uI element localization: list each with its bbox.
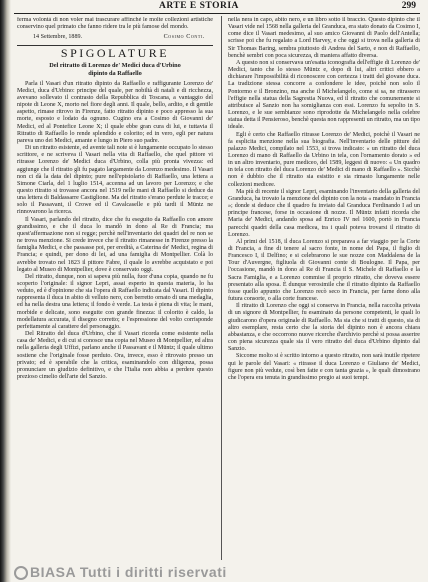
header-rule: [14, 13, 420, 14]
article-paragraph: Siccome molto si è scritto intorno a questo ritratto, non sarà inutile ripetere qui le parole del Vasari: « ritrasse il duca Lorenzo e Giuliano de' Medici, figure non più vedute, così ben fatte e con tanta grazia », le quali dimostrano che l'opera era tenuta in grandissimo pregio ai suoi tempi.: [228, 353, 420, 381]
watermark-text: BIASA Tutti i diritti riservati: [30, 564, 227, 580]
article-paragraph: Parla il Vasari d'un ritratto dipinto da Raffaello e raffigurante Lorenzo de' Medici, duca d'Urbino: principe del quale, per nobiltà di natali e di ricchezza, avevano sollevato il contrasto della Repubblica di Toscana, a vantaggio del nipote di Leone X, morto nel fiore degli anni. Il quale, bello, ardito, e di gentile aspetto, rimase ritrovo in Firenze, fatto ritratto dipinto e poco appresso la sua morte, esposto e lodato da ognuno. Cugino era a Cosimo di Giovanni de' Medici, ed al Pontefice Leone X; il quale ebbe gran cura di lui, e tuttavia il Ritratto di Raffaello lo rende splendido e colorito; ed in vero, egli per natura pareva uno dei Medici, amante e lungo in Piero suo padre.: [17, 80, 213, 144]
page-edge-shadow: [0, 0, 11, 582]
article-paragraph: nella nera in capo, abito nero, e un libro sotto il braccio. Questo dipinto che il Vasari vide nel 1568 nella galleria del Granduca, era stato donato da Cosimo I, come dice il Vasari medesimo, al suo amico Giovanni di Paolo dell'Antella; scrisse poi che fu regalato a Lord Harvey, e che oggi si trova nella galleria di Sir Thomas Baring, sembra piuttosto di Andrea del Sarto, e non di Raffaello, benchè sembri con poca sicurezza, di maniera affatto diversa.: [228, 17, 420, 59]
article-paragraph: A questo non si conservava un'esatta iconografia dell'effigie di Lorenzo de' Medici, tanto che lo stesso Müntz e, dopo di lui, altri critici ebbero a dichiarare l'impossibilità di riconoscere con certezza i tratti del giovane duca. La tradizione stessa concorre a confondere le idee, poichè non solo il Pontormo e il Bronzino, ma anche il Michelangelo, come si sa, ne ritrassero l'effigie nella statua della Sagrestia Nuova, ed il ritratto che comunemente si attribuisce al Sanzio non ha somiglianza con essi. Lorenzo fu sepolto in S. Lorenzo, e le sue sembianze sono riprodotte da Michelangelo nella celebre statua detta il Pensieroso, benchè questa non rappresenti un ritratto, ma un tipo ideale.: [228, 59, 420, 131]
intro-paragraph: ferma volontà di non voler mai trascurare affinchè le molte collezioni artistiche conservino quel primato che fanno ridere tra le più famose del mondo.: [17, 17, 213, 31]
article-paragraph: Il Vasari, parlando del ritratto, dice che fu eseguito da Raffaello con amore grandissimo, e che il duca lo mandò in dono al Re di Francia; ma quest'affermazione non si regge; perchè nell'inventario dei quadri del re non se ne trova menzione. Si crede invece che il ritratto rimanesse in Firenze presso la famiglia Medici, e che passasse poi, per eredità, a Caterina de' Medici, regina di Francia; e quindi, per dono di lei, ad una famiglia di Montpellier. Colà lo avrebbe trovato nel 1823 il pittore Fabre, il quale lo avrebbe acquistato e poi legato al Museo di Montpellier, dove è conservato oggi.: [17, 216, 213, 273]
author-signature: Cosimo Conti.: [163, 34, 205, 41]
page-header: [11, 0, 428, 14]
article-paragraph: Del ritratto, dunque, non si sapeva più nulla, fuor d'una copia, quando ne fu scoperto l'originale: il signor Lepri, assai esperto in questa materia, lo ha veduto, ed è d'opinione che sia l'opera di Raffaello indicata dal Vasari. Il dipinto rappresenta il duca in abito di velluto nero, con berretto ornato di una medaglia, ed ha nella destra una lettera; il fondo è verde. La testa è piena di vita; le mani, morbide e delicate, sono eseguite con grande finezza: il colorito è caldo, la modellatura accurata, il disegno corretto; e l'espressione del volto corrisponde perfettamente al carattere del personaggio.: [17, 273, 213, 330]
article-title-line2: dipinto da Raffaello: [88, 69, 142, 77]
article-title-line1: Del ritratto di Lorenzo de' Medici duca d'Urbino: [49, 61, 181, 69]
article-paragraph: Di un ritratto esistente, ed avente tali note si è lungamente occupato lo stesso scrittore, e ne scriveva il Vasari nella vita di Raffaello, che quel pittore vi ritrasse Lorenzo de' Medici duca d'Urbino, colla più pronta vivezza: ed aggiunge che il ritratto gli fu pagato largamente da Lorenzo medesimo. Il Vasari non ci dà la data del dipinto; pure nell'epistolario di Raffaello, una lettera a Simone Ciarla, del 1 luglio 1514, accenna ad un lavoro per Lorenzo; e che questo ritratto si trovasse ancora nel 1519 nelle mani di Raffaello si deduce da una lettera di Baldassarre Castiglione. Ma del ritratto s'erano perdute le tracce; e solo il Passavant, il Crowe ed il Cavalcaselle e più tardi il Müntz ne rinnovarono la ricerca.: [17, 145, 213, 216]
right-column: [228, 17, 420, 562]
article-paragraph: Al primi del 1518, il duca Lorenzo si preparava a far viaggio per la Corte di Francia, a fine di tenere al sacro fonte, in nome del Papa, il figlio di Francesco I, il Delfino; e si celebrarono le sue nozze con Maddalena de la Tour d'Auvergne, figliuola di Giovanni conte di Boulogne. Il Papa, per l'occasione, mandò in dono al Re di Francia il S. Michele di Raffaello e la Sacra Famiglia, e a Lorenzo commise il proprio ritratto, che doveva essere presentato alla sposa. È dunque verosimile che il ritratto dipinto da Raffaello fosse quello appunto che Lorenzo recò seco in Francia, per farne dono alla futura consorte, o alla corte francese.: [228, 238, 420, 303]
section-title: SPIGOLATURE: [60, 46, 170, 61]
running-title: ARTE E STORIA: [159, 1, 239, 11]
article-paragraph: Del Ritratto del duca d'Urbino, che il Vasari ricorda come esistente nella casa de' Medici, e di cui si conosce una copia nel Museo di Montpellier, ed altra nella galleria degli Uffizi, parlano anche il Passavant e il Müntz; il quale ultimo sostiene che l'originale fosse perduto. Ora, invece, esso è ritrovato presso un privato; ed è sperabile che la critica, esaminandolo con diligenza, possa pronunciare un giudizio definitivo, e che l'Italia non abbia a perdere questo prezioso cimelio dell'arte del Sanzio.: [17, 331, 213, 381]
watermark-logo-icon: [14, 566, 28, 580]
column-divider: [221, 16, 222, 560]
dateline: 14 Settembre, 1889.: [33, 34, 83, 41]
article-title: [17, 62, 213, 78]
page-number: 299: [401, 1, 416, 11]
dateline-row: [17, 34, 213, 41]
archive-watermark: [14, 564, 227, 580]
left-column: [17, 17, 213, 562]
article-paragraph: Egli è certo che Raffaello ritrasse Lorenzo de' Medici, poichè il Vasari ne fa esplicita menzione nella sua biografia. Nell'inventario delle pitture del palazzo Medici, compilato nel 1553, si trova indicato: « un ritratto del duca Lorenzo di mano di Raffaello da Urbino in tela, con l'ornamento dorato » ed in un altro inventario, pure mediceo, del 1589, leggesi di nuovo: « Un quadro in tela con ritratto del duca Lorenzo de' Medici di mano di Raffaello ». Sicchè non è dubbio che il ritratto sia esistito e sia rimasto lungamente nelle collezioni medicee.: [228, 131, 420, 188]
article-paragraph: Ma più di recente il signor Lepri, esaminando l'inventario della galleria del Granduca, ha trovato la menzione del dipinto con la nota « mandato in Francia »; donde si deduce che il quadro fu inviato dal Granduca Ferdinando I ad un principe francese, forse in occasione di nozze. Il Müntz infatti ricorda che Maria de' Medici, andando sposa ad Enrico IV nel 1600, portò in Francia parecchi quadri della casa medicea, tra i quali poteva trovarsi il ritratto di Lorenzo.: [228, 188, 420, 238]
article-paragraph: Il ritratto di Lorenzo che oggi si conserva in Francia, nella raccolta privata di un signore di Montpellier, fu esaminato da persone competenti, le quali lo giudicarono d'opera originale di Raffaello. Ma sia che si tratti di questo, sia di altro esemplare, resta certo che la storia del dipinto non è ancora chiara abbastanza, e che occorrono nuove ricerche d'archivio perchè si possa asserire con piena sicurezza quale sia il vero ritratto del duca d'Urbino dipinto dal Sanzio.: [228, 303, 420, 353]
